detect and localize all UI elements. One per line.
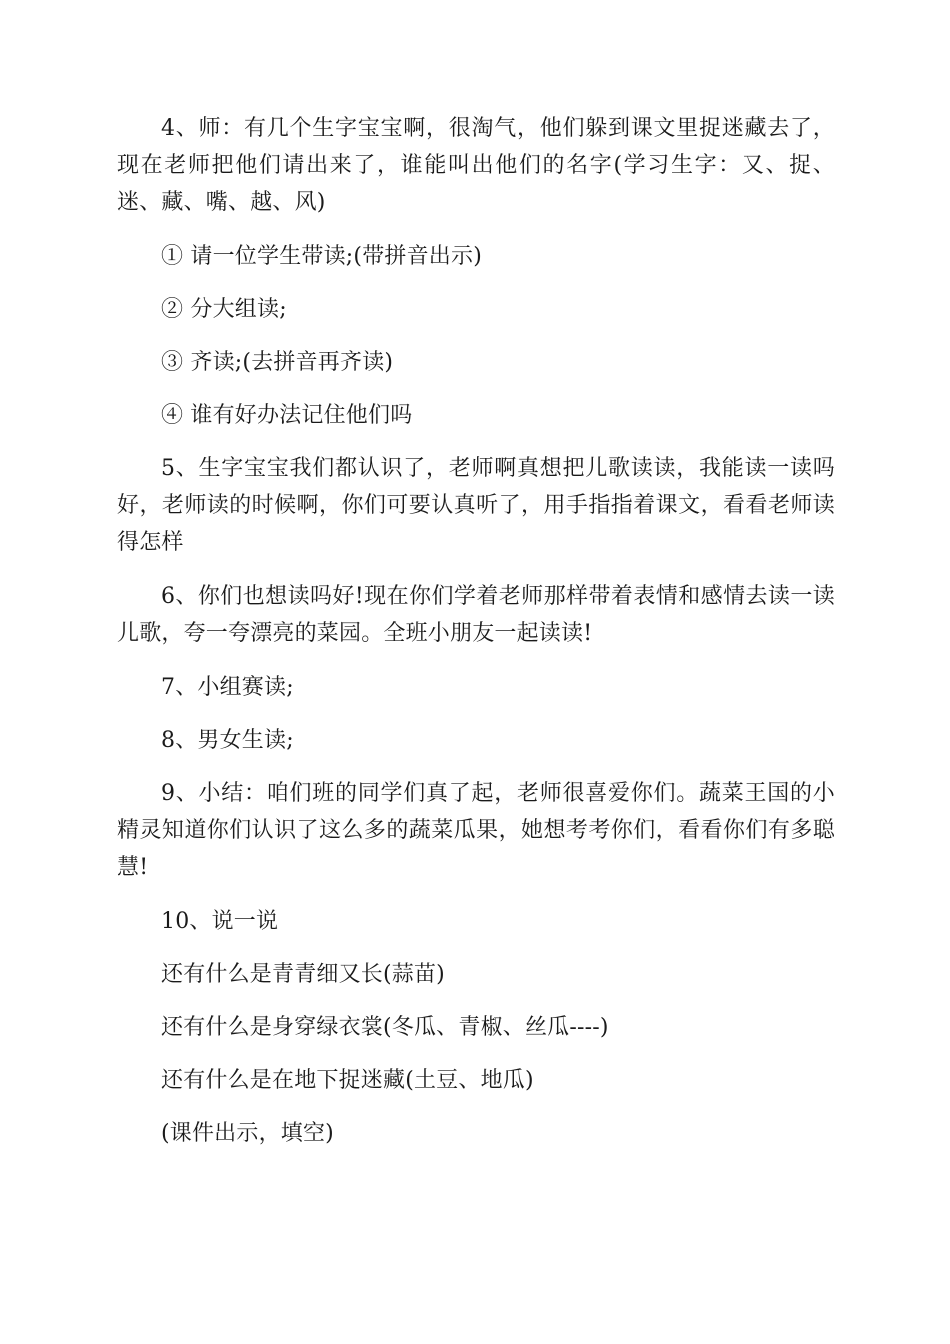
paragraph-step-5: 5、生字宝宝我们都认识了，老师啊真想把儿歌读读，我能读一读吗好，老师读的时候啊，你们可要认真听了，用手指指着课文，看看老师读得怎样 (117, 456, 835, 555)
paragraph-substep-3: ③ 齐读;(去拼音再齐读) (161, 350, 394, 375)
paragraph-step-4: 4、师：有几个生字宝宝啊，很淘气，他们躲到课文里捉迷藏去了，现在老师把他们请出来了，谁能叫出他们的名字(学习生字：又、捉、迷、藏、嘴、越、风) (117, 116, 835, 215)
document-body (117, 110, 835, 1168)
paragraph-question-1: 还有什么是青青细又长(蒜苗) (161, 962, 445, 987)
paragraph-substep-1: ① 请一位学生带读;(带拼音出示) (161, 244, 482, 269)
paragraph-question-3: 还有什么是在地下捉迷藏(土豆、地瓜) (161, 1068, 534, 1093)
paragraph-substep-2: ② 分大组读; (161, 297, 287, 322)
paragraph-question-2: 还有什么是身穿绿衣裳(冬瓜、青椒、丝瓜----) (161, 1015, 609, 1040)
paragraph-step-6: 6、你们也想读吗好!现在你们学着老师那样带着表情和感情去读一读儿歌，夸一夸漂亮的菜园。全班小朋友一起读读! (117, 584, 835, 646)
paragraph-courseware-note: (课件出示，填空) (161, 1121, 334, 1146)
paragraph-substep-4: ④ 谁有好办法记住他们吗 (161, 403, 413, 428)
paragraph-step-10: 10、说一说 (161, 909, 279, 934)
paragraph-step-8: 8、男女生读; (161, 728, 294, 753)
paragraph-step-7: 7、小组赛读; (161, 675, 294, 700)
paragraph-step-9: 9、小结：咱们班的同学们真了起，老师很喜爱你们。蔬菜王国的小精灵知道你们认识了这么多的蔬菜瓜果，她想考考你们，看看你们有多聪慧! (117, 781, 835, 880)
